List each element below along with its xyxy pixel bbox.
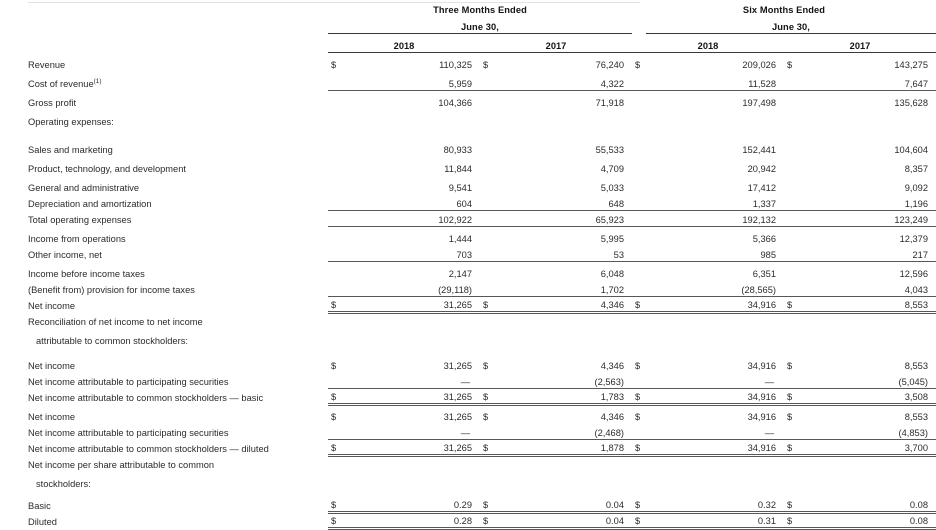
cell-net-income-h2017: 8,553 — [798, 296, 936, 312]
row-label-sales-and-marketing: Sales and marketing — [28, 145, 113, 155]
cell-income-ops-h2017: 12,379 — [899, 234, 928, 244]
cell-net-income-2-h2018: 34,916 — [747, 361, 776, 371]
currency-symbol: $ — [784, 496, 798, 512]
currency-symbol: $ — [328, 388, 342, 404]
row-label-provision-for-income-taxes: (Benefit from) provision for income taxes — [28, 285, 195, 295]
currency-spacer — [784, 226, 798, 245]
cell-participating-basic-q2018: — — [342, 372, 480, 388]
currency-spacer — [328, 194, 342, 210]
cell-gross-profit-h2018: 197,498 — [742, 98, 776, 108]
table-row — [0, 226, 936, 245]
currency-symbol: $ — [483, 361, 489, 371]
row-label-cost-of-revenue-text: Cost of revenue — [28, 79, 94, 89]
currency-symbol: $ — [480, 388, 494, 404]
currency-spacer — [328, 423, 342, 439]
cell-sales-marketing-q2017: 55,533 — [595, 145, 624, 155]
table-row — [0, 404, 936, 423]
table-row — [0, 175, 936, 194]
header-corner-cell-3 — [0, 33, 328, 52]
currency-spacer — [328, 137, 342, 156]
currency-spacer — [480, 194, 494, 210]
header-year-row — [0, 33, 936, 52]
currency-symbol: $ — [480, 439, 494, 455]
column-header-year-q-2017: 2017 — [480, 33, 632, 52]
currency-spacer — [480, 423, 494, 439]
cell-common-diluted-h2018: 34,916 — [646, 439, 784, 455]
cell-depreciation-h2017: 1,196 — [798, 194, 936, 210]
footnote-marker: (1) — [93, 77, 102, 85]
currency-spacer — [632, 372, 646, 388]
currency-symbol: $ — [632, 496, 646, 512]
cell-participating-diluted-q2017: (2,468) — [494, 423, 632, 439]
cell-general-admin-q2017: 5,033 — [600, 183, 624, 193]
row-label-other-income-net: Other income, net — [28, 250, 102, 260]
cell-net-income-2-h2017: 8,553 — [904, 361, 928, 371]
currency-spacer — [784, 194, 798, 210]
currency-spacer — [480, 90, 494, 109]
cell-participating-basic-q2017: (2,563) — [494, 372, 632, 388]
currency-spacer — [480, 280, 494, 296]
cell-income-before-taxes-q2017: 6,048 — [600, 269, 624, 279]
header-corner-cell-2 — [0, 16, 328, 33]
table-row — [0, 261, 936, 280]
cell-common-diluted-q2017: 1,878 — [494, 439, 632, 455]
table-row — [0, 388, 936, 404]
cell-income-ops-h2018: 5,366 — [752, 234, 776, 244]
cell-net-income-q2018: 31,265 — [342, 296, 480, 312]
currency-symbol: $ — [787, 412, 793, 422]
row-label-total-operating-expenses: Total operating expenses — [28, 215, 132, 225]
cell-total-opex-h2017: 123,249 — [798, 210, 936, 226]
cell-taxes-h2017: 4,043 — [798, 280, 936, 296]
currency-spacer — [632, 226, 646, 245]
row-label-common-stockholders-basic: Net income attributable to common stockholders — basic — [28, 393, 264, 403]
row-label-net-income: Net income — [28, 301, 76, 311]
currency-spacer — [632, 280, 646, 296]
currency-symbol: $ — [632, 296, 646, 312]
group-title-six-months: Six Months Ended — [742, 5, 826, 15]
cell-depreciation-h2018: 1,337 — [646, 194, 784, 210]
currency-symbol: $ — [331, 361, 337, 371]
currency-symbol: $ — [480, 512, 494, 528]
cell-product-tech-h2017: 8,357 — [904, 164, 928, 174]
cell-taxes-q2018: (29,118) — [342, 280, 480, 296]
currency-spacer — [632, 175, 646, 194]
cell-cost-of-revenue-q2018: 5,959 — [342, 71, 480, 90]
currency-spacer — [480, 210, 494, 226]
cell-income-before-taxes-h2017: 12,596 — [899, 269, 928, 279]
currency-spacer — [784, 372, 798, 388]
row-label-participating-securities-diluted: Net income attributable to participating securities — [28, 428, 229, 438]
table-row — [0, 90, 936, 109]
cell-net-income-3-h2017: 8,553 — [904, 412, 928, 422]
currency-spacer — [328, 245, 342, 261]
table-row — [0, 512, 936, 528]
cell-general-admin-h2017: 9,092 — [904, 183, 928, 193]
cell-revenue-q2018: 110,325 — [439, 60, 472, 70]
cell-net-income-3-h2018: 34,916 — [747, 412, 776, 422]
cell-net-income-2-q2017: 4,346 — [600, 361, 624, 371]
spacer-row — [0, 128, 936, 137]
table-row — [0, 109, 936, 128]
cell-other-income-h2018: 985 — [646, 245, 784, 261]
currency-spacer — [784, 245, 798, 261]
currency-symbol: $ — [331, 60, 337, 70]
currency-spacer — [784, 261, 798, 280]
cell-participating-basic-h2017: (5,045) — [798, 372, 936, 388]
header-group-title-row — [0, 0, 936, 16]
cell-product-tech-q2018: 11,844 — [444, 164, 472, 174]
currency-spacer — [480, 137, 494, 156]
cell-total-opex-q2017: 65,923 — [494, 210, 632, 226]
cell-participating-basic-h2018: — — [646, 372, 784, 388]
cell-net-income-3-q2017: 4,346 — [600, 412, 624, 422]
row-label-diluted: Diluted — [28, 517, 57, 527]
currency-spacer — [632, 90, 646, 109]
currency-spacer — [784, 71, 798, 90]
row-label-net-income-3: Net income — [28, 412, 76, 422]
currency-symbol: $ — [632, 388, 646, 404]
currency-spacer — [784, 175, 798, 194]
currency-symbol: $ — [635, 60, 641, 70]
row-label-reconciliation-line1: Reconciliation of net income to net income — [28, 317, 203, 327]
table-row — [0, 353, 936, 372]
currency-spacer — [480, 226, 494, 245]
cell-participating-diluted-h2018: — — [646, 423, 784, 439]
cell-common-diluted-q2018: 31,265 — [342, 439, 480, 455]
currency-symbol: $ — [784, 512, 798, 528]
cell-sales-marketing-h2017: 104,604 — [894, 145, 928, 155]
empty-cells — [328, 471, 936, 490]
currency-symbol: $ — [480, 496, 494, 512]
cell-cost-of-revenue-q2017: 4,322 — [494, 71, 632, 90]
cell-taxes-q2017: 1,702 — [494, 280, 632, 296]
cell-general-admin-h2018: 17,412 — [747, 183, 776, 193]
currency-spacer — [480, 372, 494, 388]
currency-symbol: $ — [331, 412, 337, 422]
currency-spacer — [632, 156, 646, 175]
currency-spacer — [784, 210, 798, 226]
cell-basic-eps-h2017: 0.08 — [798, 496, 936, 512]
cell-product-tech-h2018: 20,942 — [747, 164, 776, 174]
currency-symbol: $ — [328, 296, 342, 312]
cell-general-admin-q2018: 9,541 — [448, 183, 472, 193]
cell-gross-profit-q2018: 104,366 — [438, 98, 472, 108]
cell-net-income-2-q2018: 31,265 — [443, 361, 472, 371]
cell-other-income-q2017: 53 — [494, 245, 632, 261]
currency-spacer — [632, 261, 646, 280]
currency-symbol: $ — [328, 439, 342, 455]
table-row — [0, 372, 936, 388]
currency-spacer — [632, 210, 646, 226]
currency-symbol: $ — [483, 412, 489, 422]
table-row — [0, 455, 936, 471]
cell-income-ops-q2018: 1,444 — [448, 234, 472, 244]
currency-spacer — [480, 175, 494, 194]
currency-symbol: $ — [328, 496, 342, 512]
cell-revenue-h2018: 209,026 — [742, 60, 776, 70]
cell-gross-profit-h2017: 135,628 — [894, 98, 928, 108]
table-row — [0, 52, 936, 71]
column-header-year-h-2017: 2017 — [784, 33, 936, 52]
cell-income-before-taxes-h2018: 6,351 — [752, 269, 776, 279]
currency-symbol: $ — [635, 412, 641, 422]
table-row — [0, 71, 936, 90]
empty-cells — [328, 109, 936, 128]
row-label-general-and-administrative: General and administrative — [28, 183, 140, 193]
table-row — [0, 312, 936, 328]
cell-common-basic-q2018: 31,265 — [342, 388, 480, 404]
currency-spacer — [632, 137, 646, 156]
empty-cells — [328, 312, 936, 328]
currency-symbol: $ — [328, 512, 342, 528]
row-label-operating-expenses: Operating expenses: — [28, 117, 114, 127]
row-label-per-share-line1: Net income per share attributable to common — [28, 460, 215, 470]
currency-symbol: $ — [483, 60, 489, 70]
cell-taxes-h2018: (28,565) — [646, 280, 784, 296]
currency-symbol: $ — [787, 60, 793, 70]
row-label-per-share-line2: stockholders: — [36, 479, 91, 489]
cell-diluted-eps-h2017: 0.08 — [798, 512, 936, 528]
currency-spacer — [328, 280, 342, 296]
cell-net-income-h2018: 34,916 — [646, 296, 784, 312]
cell-product-tech-q2017: 4,709 — [600, 164, 624, 174]
header-corner-cell — [0, 0, 328, 16]
table-row — [0, 245, 936, 261]
header-group-subtitle-row — [0, 16, 936, 33]
cell-participating-diluted-h2017: (4,853) — [798, 423, 936, 439]
row-label-basic: Basic — [28, 501, 51, 511]
cell-cost-of-revenue-h2018: 11,528 — [646, 71, 784, 90]
cell-depreciation-q2017: 648 — [494, 194, 632, 210]
cell-other-income-q2018: 703 — [342, 245, 480, 261]
currency-spacer — [632, 423, 646, 439]
empty-cells — [328, 455, 936, 471]
row-label-net-income-2: Net income — [28, 361, 76, 371]
cell-revenue-q2017: 76,240 — [595, 60, 624, 70]
table-row — [0, 194, 936, 210]
row-label-gross-profit: Gross profit — [28, 98, 77, 108]
table-row — [0, 156, 936, 175]
currency-spacer — [632, 71, 646, 90]
cell-basic-eps-q2018: 0.29 — [342, 496, 480, 512]
row-label-product-technology-development: Product, technology, and development — [28, 164, 186, 174]
cell-diluted-eps-q2017: 0.04 — [494, 512, 632, 528]
cell-income-before-taxes-q2018: 2,147 — [448, 269, 472, 279]
cell-other-income-h2017: 217 — [798, 245, 936, 261]
currency-spacer — [328, 71, 342, 90]
currency-spacer — [480, 261, 494, 280]
currency-symbol: $ — [784, 439, 798, 455]
currency-spacer — [784, 423, 798, 439]
group-title-three-months: Three Months Ended — [433, 5, 527, 15]
row-label-income-before-income-taxes: Income before income taxes — [28, 269, 145, 279]
currency-spacer — [784, 137, 798, 156]
spacer-cell — [0, 128, 936, 137]
currency-symbol: $ — [784, 296, 798, 312]
currency-spacer — [328, 156, 342, 175]
currency-symbol: $ — [632, 512, 646, 528]
currency-spacer — [328, 372, 342, 388]
table-row — [0, 423, 936, 439]
table-row — [0, 296, 936, 312]
column-header-year-q-2018: 2018 — [328, 33, 480, 52]
row-label-depreciation-and-amortization: Depreciation and amortization — [28, 199, 152, 209]
cell-total-opex-h2018: 192,132 — [646, 210, 784, 226]
row-label-reconciliation-line2: attributable to common stockholders: — [36, 336, 188, 346]
currency-symbol: $ — [635, 361, 641, 371]
currency-symbol: $ — [480, 296, 494, 312]
cell-income-ops-q2017: 5,995 — [600, 234, 624, 244]
currency-spacer — [328, 90, 342, 109]
row-label-revenue: Revenue — [28, 60, 66, 70]
currency-spacer — [328, 226, 342, 245]
cell-diluted-eps-q2018: 0.28 — [342, 512, 480, 528]
row-label-cost-of-revenue — [0, 71, 328, 90]
cell-total-opex-q2018: 102,922 — [342, 210, 480, 226]
currency-spacer — [328, 210, 342, 226]
currency-spacer — [328, 261, 342, 280]
currency-symbol: $ — [784, 388, 798, 404]
cell-depreciation-q2018: 604 — [342, 194, 480, 210]
cell-revenue-h2017: 143,275 — [894, 60, 928, 70]
row-label-participating-securities-basic: Net income attributable to participating securities — [28, 377, 229, 387]
cell-net-income-q2017: 4,346 — [494, 296, 632, 312]
cell-sales-marketing-h2018: 152,441 — [742, 145, 776, 155]
empty-cells — [328, 328, 936, 347]
row-label-common-stockholders-diluted: Net income attributable to common stockholders — diluted — [28, 444, 269, 454]
currency-symbol: $ — [787, 361, 793, 371]
currency-spacer — [784, 90, 798, 109]
cell-common-basic-q2017: 1,783 — [494, 388, 632, 404]
currency-spacer — [480, 245, 494, 261]
table-row — [0, 210, 936, 226]
cell-net-income-3-q2018: 31,265 — [443, 412, 472, 422]
currency-spacer — [480, 71, 494, 90]
table-row — [0, 328, 936, 347]
group-subtitle-three-months: June 30, — [328, 16, 632, 33]
table-row — [0, 280, 936, 296]
cell-common-basic-h2018: 34,916 — [646, 388, 784, 404]
currency-symbol: $ — [632, 439, 646, 455]
cell-basic-eps-q2017: 0.04 — [494, 496, 632, 512]
cell-gross-profit-q2017: 71,918 — [595, 98, 624, 108]
cell-basic-eps-h2018: 0.32 — [646, 496, 784, 512]
currency-spacer — [632, 245, 646, 261]
cell-diluted-eps-h2018: 0.31 — [646, 512, 784, 528]
currency-spacer — [632, 194, 646, 210]
cell-common-basic-h2017: 3,508 — [798, 388, 936, 404]
currency-spacer — [328, 175, 342, 194]
currency-spacer — [480, 156, 494, 175]
group-subtitle-six-months: June 30, — [646, 16, 936, 33]
table-row — [0, 471, 936, 490]
row-label-income-from-operations: Income from operations — [28, 234, 126, 244]
cell-participating-diluted-q2018: — — [342, 423, 480, 439]
cell-sales-marketing-q2018: 80,933 — [443, 145, 472, 155]
cell-cost-of-revenue-h2017: 7,647 — [798, 71, 936, 90]
table-row — [0, 439, 936, 455]
table-row — [0, 137, 936, 156]
table-row — [0, 496, 936, 512]
currency-spacer — [784, 280, 798, 296]
column-header-year-h-2018: 2018 — [632, 33, 784, 52]
header-gap-cell — [632, 16, 646, 33]
cell-common-diluted-h2017: 3,700 — [798, 439, 936, 455]
currency-spacer — [784, 156, 798, 175]
